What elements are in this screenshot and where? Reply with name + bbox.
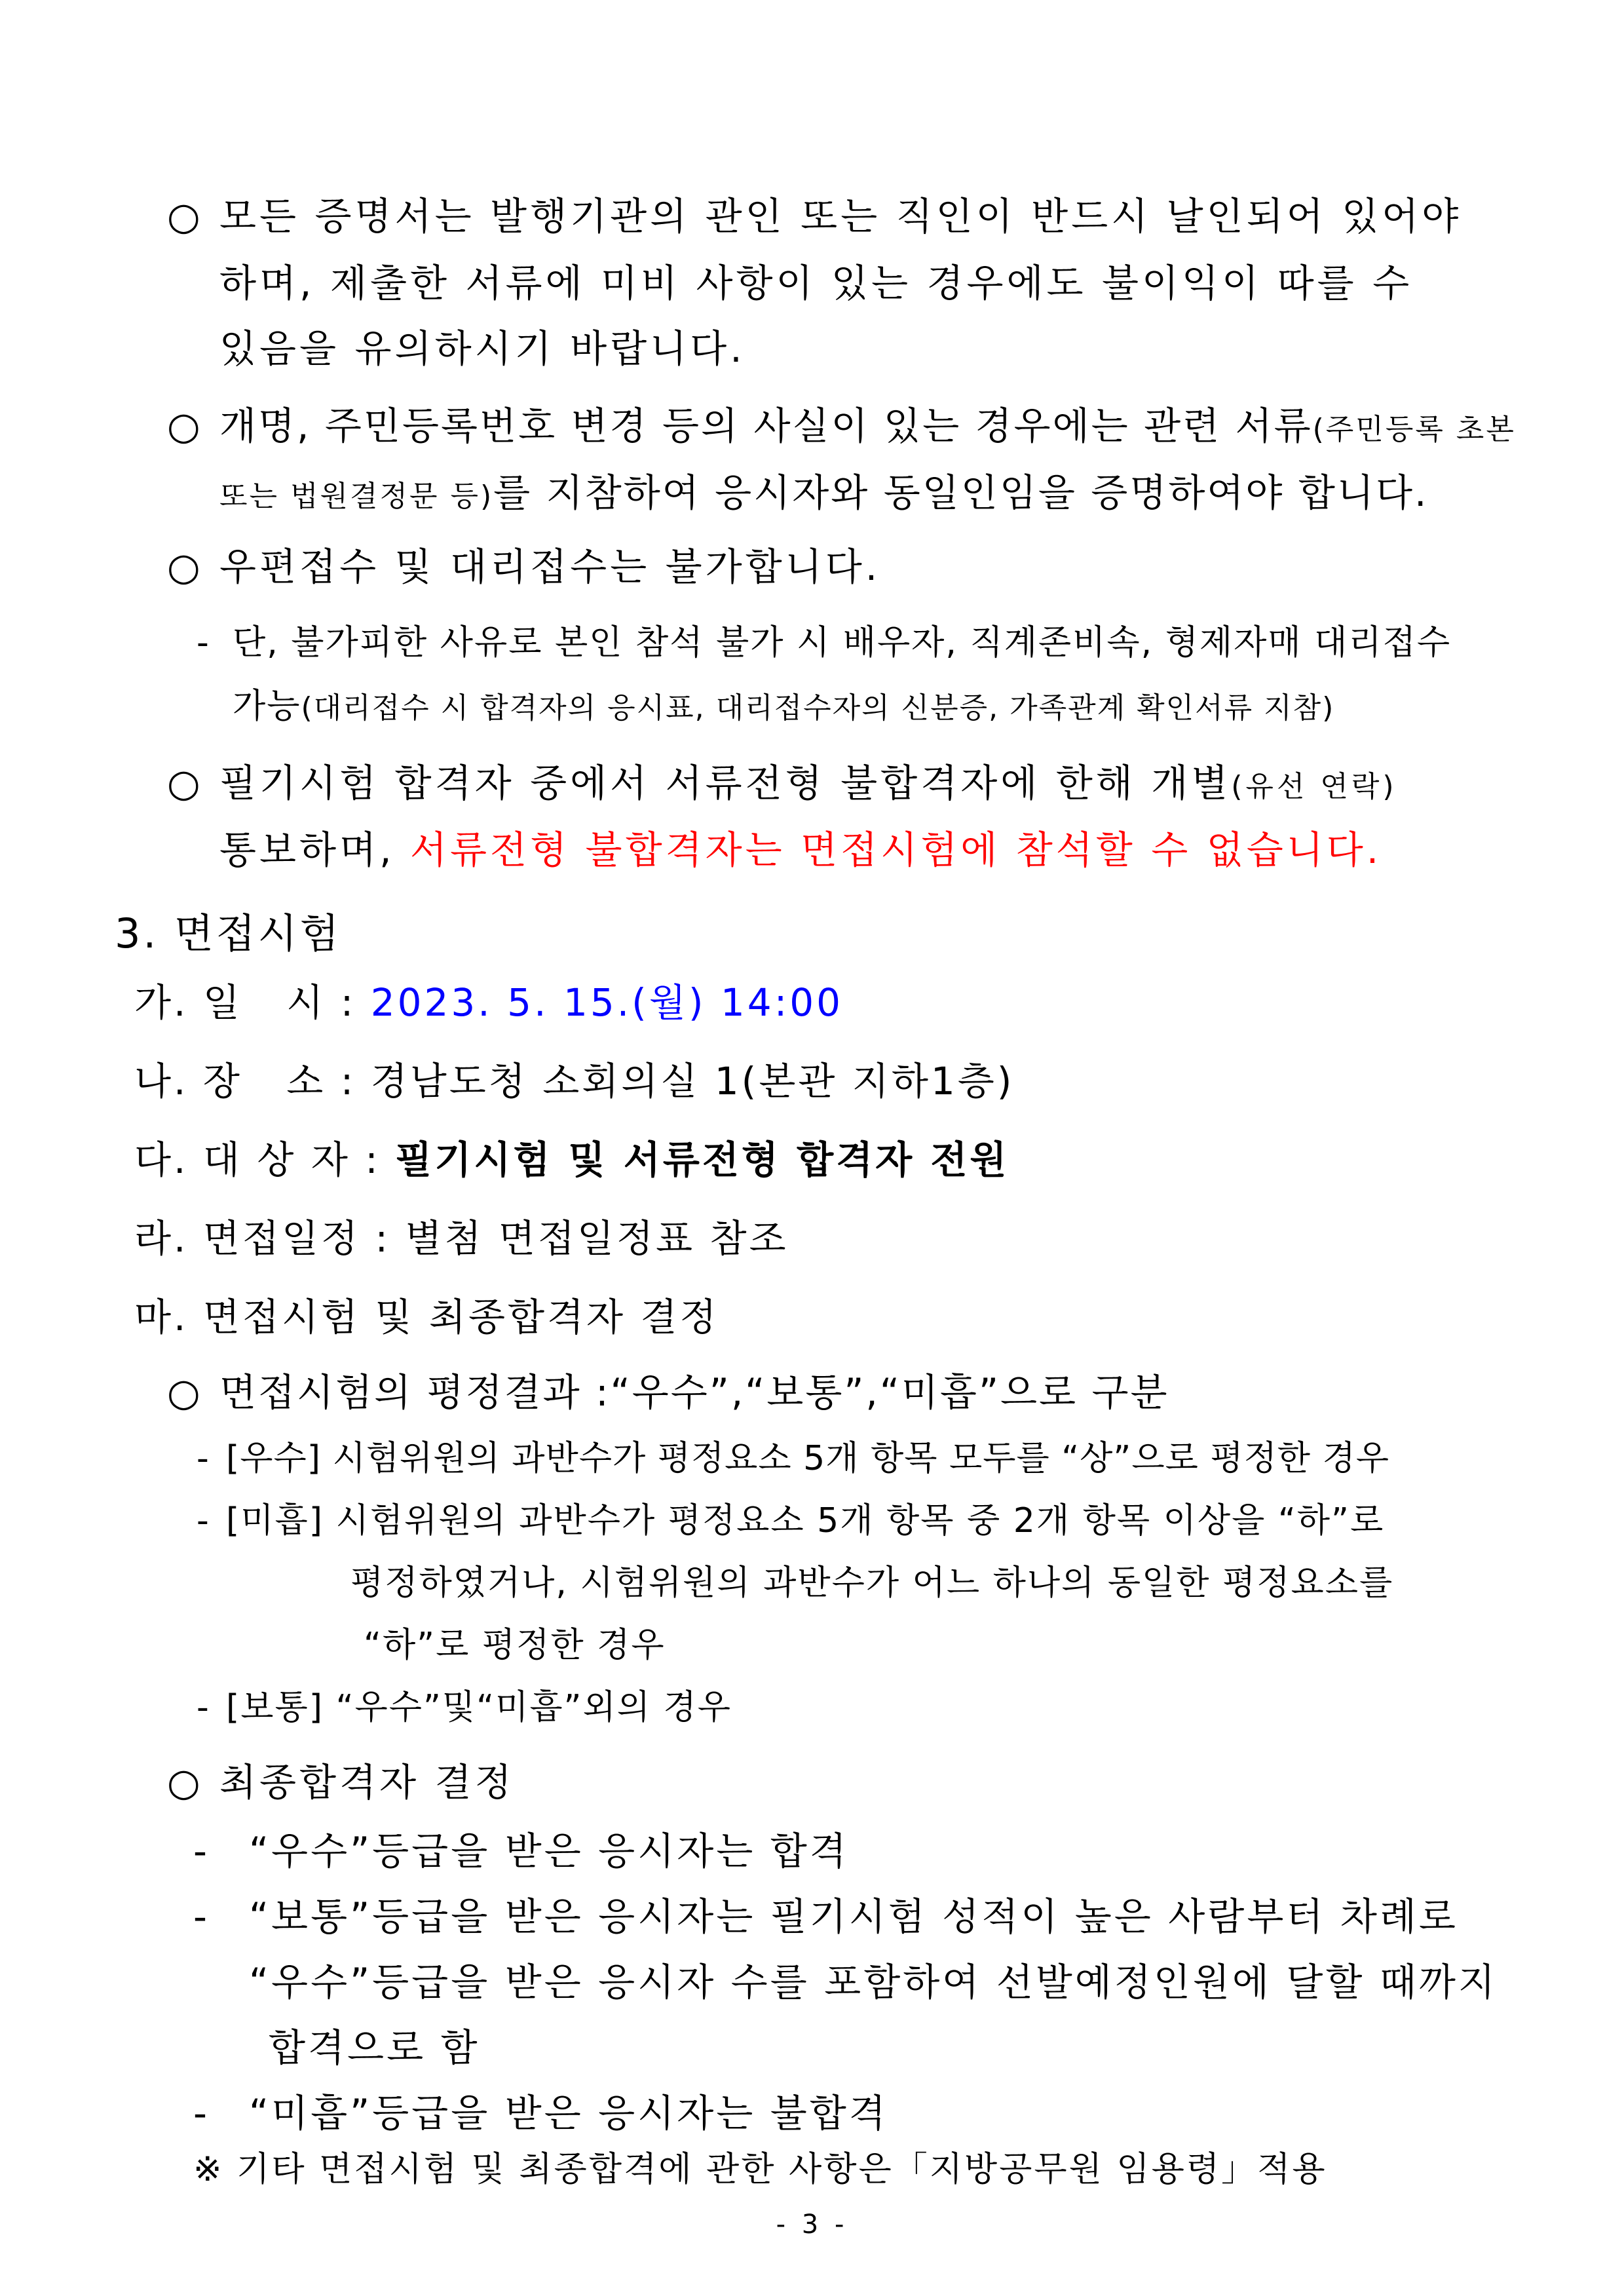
- paragraph-line: 있음을 유의하시기 바랍니다.: [219, 326, 746, 371]
- paragraph-text: 를 지참하여 응시자와 동일인임을 증명하여야 합니다.: [493, 470, 1429, 515]
- bullet-dash: -: [197, 1688, 211, 1727]
- sub-small-text: (대리접수 시 합격자의 응시표, 대리접수자의 신분증, 가족관계 확인서류 지참): [301, 691, 1335, 725]
- paragraph-line: [219, 757, 1397, 813]
- bullet-dash: -: [193, 2091, 210, 2135]
- paragraph-small-text: (유선 연락): [1231, 770, 1397, 803]
- note-text: 기타 면접시험 및 최종합격에 관한 사항은「지방공무원 임용령」적용: [236, 2150, 1327, 2189]
- paragraph-text: 개명, 주민등록번호 변경 등의 사실이 있는 경우에는 관련 서류: [219, 404, 1313, 448]
- decision-heading: 마. 면접시험 및 최종합격자 결정: [134, 1295, 719, 1339]
- bullet-circle: ○: [167, 404, 204, 448]
- grade-poor-line: [미흡] 시험위원의 과반수가 평정요소 5개 항목 중 2개 항목 이상을 “하”로: [226, 1501, 1385, 1540]
- paragraph-small-text: (주민등록 초본: [1312, 413, 1516, 446]
- paragraph-line: [219, 467, 1428, 523]
- bullet-circle: ○: [167, 194, 204, 239]
- paragraph-small-text: 또는 법원결정문 등): [219, 480, 494, 513]
- venue-line: [134, 1055, 1014, 1107]
- schedule-date-line: [134, 976, 843, 1029]
- bullet-dash: -: [193, 1894, 210, 1939]
- interview-schedule-line: 라. 면접일정 : 별첨 면접일정표 참조: [134, 1216, 789, 1261]
- sub-text: 가능: [233, 687, 301, 726]
- final-decision-heading: 최종합격자 결정: [219, 1760, 515, 1805]
- grade-poor-line: 평정하였거나, 시험위원의 과반수가 어느 하나의 동일한 평정요소를: [350, 1563, 1394, 1603]
- sub-line: [233, 683, 1334, 732]
- bullet-circle: ○: [167, 1760, 204, 1805]
- target-line: [134, 1134, 1009, 1186]
- paragraph-line: [219, 400, 1516, 456]
- paragraph-line: [219, 824, 1382, 876]
- bullet-dash: -: [197, 623, 211, 662]
- final-line: 합격으로 함: [269, 2025, 480, 2070]
- final-line: “우수”등급을 받은 응시자 수를 포함하여 선발예정인원에 달할 때까지: [249, 1960, 1498, 2004]
- note-mark: ※: [193, 2150, 224, 2189]
- bullet-circle: ○: [167, 545, 204, 589]
- grade-excellent-line: [우수] 시험위원의 과반수가 평정요소 5개 항목 모두를 “상”으로 평정한 경우: [226, 1439, 1390, 1478]
- grade-poor-line: “하”로 평정한 경우: [364, 1626, 666, 1665]
- paragraph-line: 모든 증명서는 발행기관의 관인 또는 직인이 반드시 날인되어 있어야: [219, 194, 1462, 239]
- paragraph-text: 필기시험 합격자 중에서 서류전형 불합격자에 한해 개별: [219, 761, 1232, 805]
- paragraph-line: 우편접수 및 대리접수는 불가합니다.: [219, 545, 881, 589]
- final-line: “우수”등급을 받은 응시자는 합격: [249, 1829, 849, 1873]
- evaluation-heading: 면접시험의 평정결과 :“우수”,“보통”,“미흡”으로 구분: [219, 1370, 1169, 1415]
- paragraph-line: 하며, 제출한 서류에 미비 사항이 있는 경우에도 불이익이 따를 수: [219, 261, 1413, 305]
- sub-line: 단, 불가피한 사유로 본인 참석 불가 시 배우자, 직계존비속, 형제자매 대리접수: [233, 623, 1452, 662]
- grade-normal-line: [보통] “우수”및“미흡”외의 경우: [226, 1688, 732, 1727]
- venue-value: 경남도청 소회의실 1(본관 지하1층): [370, 1059, 1015, 1103]
- page-number: - 3 -: [776, 2210, 848, 2240]
- bullet-circle: ○: [167, 761, 204, 805]
- final-line: “보통”등급을 받은 응시자는 필기시험 성적이 높은 사람부터 차례로: [249, 1894, 1458, 1939]
- bullet-dash: -: [197, 1439, 211, 1478]
- warning-text: 서류전형 불합격자는 면접시험에 참석할 수 없습니다.: [410, 828, 1382, 872]
- item-label: 나. 장 소 :: [134, 1059, 371, 1103]
- final-line: “미흡”등급을 받은 응시자는 불합격: [249, 2091, 888, 2135]
- target-value: 필기시험 및 서류전형 합격자 전원: [395, 1138, 1010, 1182]
- bullet-dash: -: [197, 1501, 211, 1540]
- item-label: 다. 대 상 자 :: [134, 1138, 396, 1182]
- date-value: 2023. 5. 15.(월) 14:00: [370, 980, 844, 1025]
- item-label: 가. 일 시 :: [134, 980, 371, 1025]
- paragraph-text: 통보하며,: [219, 828, 410, 872]
- bullet-circle: ○: [167, 1370, 204, 1415]
- note-line: [193, 2146, 1327, 2193]
- bullet-dash: -: [193, 1829, 210, 1873]
- section-title: 3. 면접시험: [115, 909, 342, 957]
